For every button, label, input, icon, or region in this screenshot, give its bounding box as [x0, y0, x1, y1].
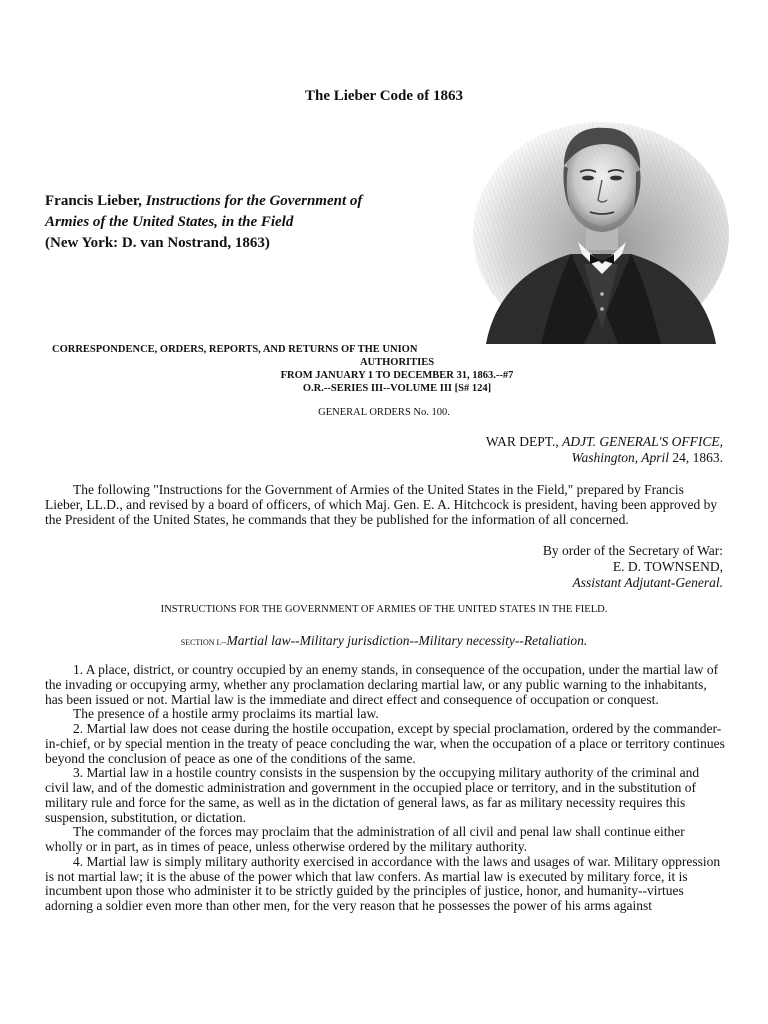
- citation-publisher: (New York: D. van Nostrand, 1863): [45, 235, 270, 251]
- article-2: 2. Martial law does not cease during the hostile occupation, except by special proclamation, ordered by the commander-in-chief, or by special mention in the treaty of peace concluding the war, when the occupation of a place or territory continues beyond the conclusion of peace as one of the conditions of the same.: [45, 721, 725, 766]
- article-1-continued: The presence of a hostile army proclaims its martial law.: [73, 706, 379, 722]
- signature-by-order: By order of the Secretary of War:: [542, 543, 723, 558]
- article-3-continued: The commander of the forces may proclaim that the administration of all civil and penal law shall continue either wholly or in part, as in times of peace, unless otherwise ordered by the military authority.: [45, 824, 685, 854]
- signature-block: [543, 543, 723, 591]
- dateline-line-2: [486, 450, 723, 466]
- citation-work-title-2: Armies of the United States, in the Field: [45, 214, 294, 230]
- dateline: [486, 434, 723, 466]
- citation-line-1: [45, 191, 445, 212]
- article-1: 1. A place, district, or country occupied by an enemy stands, in consequence of the occupation, under the martial law of the invading or occupying army, whether any proclamation declaring martial law, or any public warning to the inhabitants, has been issued or not. Martial law is the immediate and direct effect and consequence of occupation or conquest.: [45, 662, 719, 707]
- header-line-2: AUTHORITIES: [359, 357, 435, 368]
- signature-rank: Assistant Adjutant-General.: [572, 575, 723, 590]
- dateline-dept: WAR DEPT.,: [485, 434, 559, 449]
- dateline-date: 24, 1863.: [672, 450, 723, 465]
- citation-work-title-1: Instructions for the Government of: [145, 193, 363, 209]
- document-title: The Lieber Code of 1863: [304, 88, 464, 104]
- article-3: 3. Martial law in a hostile country consists in the suspension by the occupying military authority of the criminal and civil law, and of the domestic administration and government in the occupied place or territory, and in the substitution of military rule and force for the same, as well as in the dictation of general laws, as far as military necessity requires this suspension, substitution, or dictation.: [45, 765, 700, 825]
- articles-body: [45, 663, 725, 914]
- section-heading: [0, 633, 768, 649]
- citation-author: Francis Lieber,: [45, 193, 142, 209]
- citation-block: [45, 191, 445, 254]
- portrait-engraving: [466, 104, 731, 344]
- dateline-line-1: [486, 434, 723, 450]
- dateline-office: ADJT. GENERAL'S OFFICE,: [562, 434, 723, 449]
- header-line-4: O.R.--SERIES III--VOLUME III [S# 124]: [302, 383, 492, 394]
- section-title: Martial law--Military jurisdiction--Military necessity--Retaliation.: [226, 633, 588, 648]
- header-line-3: FROM JANUARY 1 TO DECEMBER 31, 1863.--#7: [280, 370, 514, 381]
- header-line-1: CORRESPONDENCE, ORDERS, REPORTS, AND RETURNS OF THE UNION: [52, 344, 418, 355]
- section-label: SECTION I.--: [180, 638, 227, 647]
- general-orders-number: GENERAL ORDERS No. 100.: [318, 407, 450, 418]
- intro-paragraph: The following "Instructions for the Government of Armies of the United States in the Field," prepared by Francis Lieber, LL.D., and revised by a board of officers, of which Maj. Gen. E. A. Hitchcock is president, having been approved by the President of the United States, he commands that they be published for the information of all concerned.: [45, 482, 718, 528]
- dateline-place: Washington, April: [571, 450, 669, 465]
- instructions-title: INSTRUCTIONS FOR THE GOVERNMENT OF ARMIES OF THE UNITED STATES IN THE FIELD.: [160, 604, 608, 615]
- article-4: 4. Martial law is simply military authority exercised in accordance with the laws and usages of war. Military oppression is not martial law; it is the abuse of the power which that law confers. As martial law is executed by military force, it is incumbent upon those who administer it to be strictly guided by the principles of justice, honor, and humanity--virtues adorning a soldier even more than other men, for the very reason that he possesses the power of his arms against: [45, 853, 721, 913]
- signature-name: E. D. TOWNSEND,: [612, 559, 723, 574]
